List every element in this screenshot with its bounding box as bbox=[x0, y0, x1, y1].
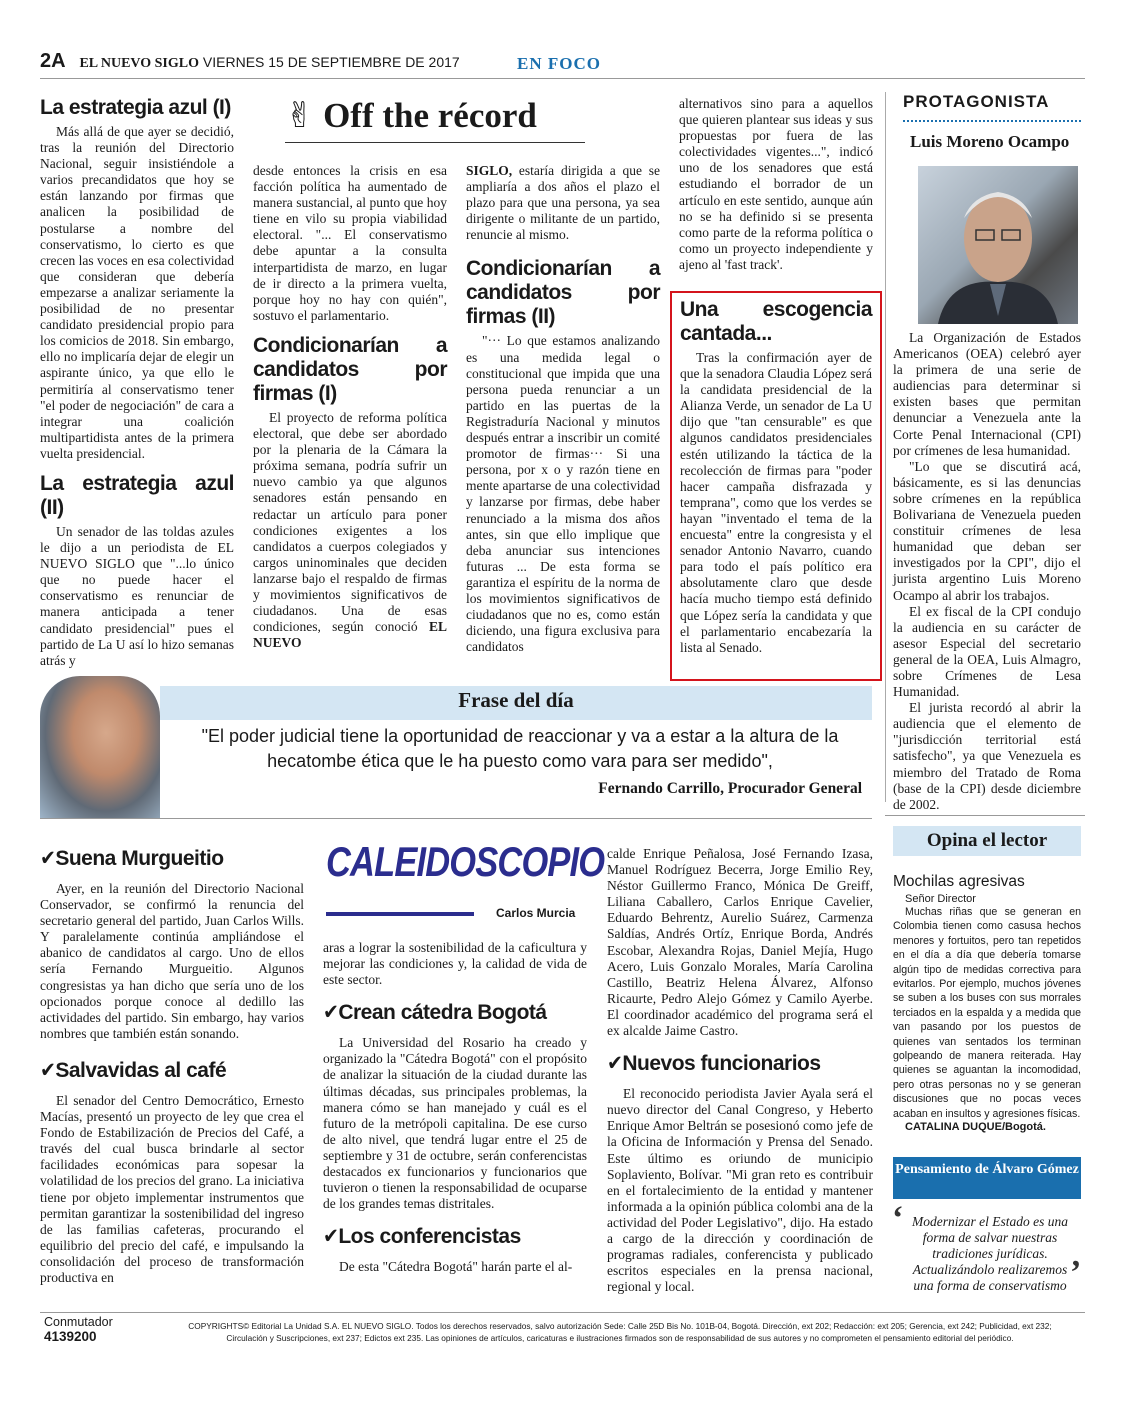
caleidoscopio-title: CALEIDOSCOPIO bbox=[326, 838, 605, 885]
caleidoscopio-column-1 bbox=[40, 846, 304, 1286]
check-mark-icon: ✔ bbox=[40, 846, 56, 870]
section-divider bbox=[885, 815, 1085, 816]
column-divider bbox=[885, 92, 886, 802]
section-name: EN FOCO bbox=[517, 54, 601, 73]
frase-author: Fernando Carrillo, Procurador General bbox=[598, 780, 862, 797]
caleidoscopio-bar bbox=[326, 912, 474, 916]
protagonista-article bbox=[893, 330, 1081, 813]
article-body: Más allá de que ayer se decidió, tras la reunión del Directorio Nacional, seguir insistiéndole a varios precandidatos que hoy se están lanzando por firmas que analicen la posibilidad de postularse a nombre del conservatismo, lo cierto es que crecen las voces en esa colectividad que consideran que debería empezarse a analizar seriamente la posibilidad de no presentar candidato presidencial propio para los comicios de 2018. Sin embargo, ello no implicaría dejar de elegir un aspirante único, ya que ello le permitiría al conservatismo tener "el poder de negociación" de cara a integrar una coalición multipartidista antes de la primera vuelta presidencial. bbox=[40, 124, 234, 461]
section-divider bbox=[40, 818, 872, 819]
article-body: El jurista recordó al abrir la audiencia que el elemento de "jurisdicción territorial está satisfecho", ya que Venezuela es miembro del Tratado de Roma (base de la CPI) desde diciembre de 2002. bbox=[893, 700, 1081, 812]
article-heading: ✔Suena Murgueitio bbox=[40, 846, 224, 870]
letter-salutation: Señor Director bbox=[905, 893, 976, 905]
article-heading: ✔Crean cátedra Bogotá bbox=[323, 1000, 547, 1025]
article-body: Tras la confirmación ayer de que la senadora Claudia López será la candidata presidencial de la Alianza Verde, un senador de La U dijo que "tan censurable" es que algunos candidatos presidenciales estén utilizando la táctica de la recolección de firmas para "poder hacer campaña disfrazada y temprana", como que los verdes se hayan "inventado el tema de la encuesta" entre la congresista y el senador Antonio Navarro, cuando para todo el país político era absolutamente claro que desde hacía mucho tiempo está definido que López sería la candidata y que el parlamentario encabezaría la lista al Senado. bbox=[680, 350, 872, 655]
footer-divider bbox=[40, 1312, 1085, 1313]
article-body: calde Enrique Peñalosa, José Fernando Izasa, Manuel Rodríguez Becerra, Jorge Emilio Rey, Néstor Guillermo Franco, Mónica De Greiff, Liliana Caballero, Carlos Enrique Cavelier, Eduardo Behrentz, Aurelio Suárez, Carmenza Saldías, Andrés Ortíz, Enrique Borda, Andrés Escobar, Alexandra Rojas, Daniel Mejía, Hugo Acero, Luis Gonzalo Morales, María Carolina Castillo, Beatriz Helena Álvarez, Alfonso Ricaurte, Pedro Alejo Gómez y Camilo Ayerbe. El coordinador académico del programa será el ex alcalde Jaime Castro. bbox=[607, 846, 873, 1039]
article-body: La Universidad del Rosario ha creado y organizado la "Cátedra Bogotá" con el propósito de analizar la situación de la ciudad durante las últimas décadas, sus principales problemas, la manera cómo se han manejado y cuál es el futuro de la metrópoli capitalina. De ese curso de alto nivel, que tendrá lugar entre el 25 de septiembre y 31 de octubre, serán conferencistas destacados ex funcionarios y funcionarios que tuvieron o tienen la responsabilidad de ocuparse de los grandes temas distritales. bbox=[323, 1035, 587, 1212]
newspaper-name: EL NUEVO SIGLO bbox=[79, 56, 200, 71]
letter-headline: Mochilas agresivas bbox=[893, 873, 1025, 890]
article-body: Un senador de las toldas azules le dijo a un periodista de EL NUEVO SIGLO que "...lo único que no puede hacer el conservatismo es renunciar de manera anticipada a tener candidato presidencial" pues el partido de La U así lo hizo semanas atrás y bbox=[40, 523, 234, 668]
article-heading: ✔Salvavidas al café bbox=[40, 1057, 227, 1082]
article-body: "··· Lo que estamos analizando es una medida legal o constitucional que impida que una persona pueda renunciar a un partido en las puertas de la Registraduría Nacional y minutos después entrar a inscribir un comité promotor de firmas··· Si una persona, por x o y razón tiene en mente apartarse de una colectividad y lanzarse por firmas, debe haber renunciado a la misma dos años antes, sin que ello implique que deba anunciar sus intenciones futuras ... De esta forma se garantiza el espíritu de la norma de los movimientos significativos de ciudadanos que no es, como están diciendo, una figura exclusiva para candidatos bbox=[466, 333, 660, 655]
protagonista-photo bbox=[918, 166, 1078, 324]
off-the-record-title: ✌ Off the récord bbox=[285, 96, 537, 136]
pensamiento-quote: Modernizar el Estado es una forma de salvar nuestras tradiciones jurídicas. Actualizándolo realizaremos una forma de conservatismo bbox=[912, 1214, 1068, 1293]
check-mark-icon: ✔ bbox=[323, 1000, 339, 1025]
open-quote-icon: ‘ bbox=[892, 1200, 904, 1237]
caleidoscopio-author: Carlos Murcia bbox=[496, 906, 576, 920]
check-mark-icon: ✔ bbox=[323, 1224, 339, 1249]
close-quote-icon: ’ bbox=[1070, 1254, 1082, 1291]
protagonista-title: PROTAGONISTA bbox=[903, 92, 1050, 111]
pensamiento-title: Pensamiento de Álvaro Gómez bbox=[895, 1162, 1079, 1177]
article-body: El proyecto de reforma política electoral, que debe ser abordado por la plenaria de la Cámara la próxima semana, podría sufrir un nuevo cambio ya que algunos senadores están pensando en redactar un artículo para poner condiciones exigentes a los candidatos a cuerpos colegiados y cargos uninominales que deciden lanzarse bajo el respaldo de firmas y movimientos significativos de ciudadanos. Una de esas condiciones, según conoció EL NUEVO bbox=[253, 409, 447, 651]
issue-date: VIERNES 15 DE SEPTIEMBRE DE 2017 bbox=[202, 54, 460, 70]
otr-column-3 bbox=[466, 163, 660, 655]
caleidoscopio-column-3 bbox=[607, 846, 873, 1295]
article-body: De esta "Cátedra Bogotá" harán parte el al- bbox=[339, 1259, 573, 1275]
frase-author-photo bbox=[40, 676, 160, 818]
frase-quote: "El poder judicial tiene la oportunidad de reaccionar y va a estar a la altura de la hecatombe ética que le ha puesto como vara para ser medido", bbox=[201, 726, 839, 771]
frase-title: Frase del día bbox=[458, 688, 574, 712]
letter-body: Muchas riñas que se generan en Colombia tienen como casusa hechos menores y fortuitos, pero tan repetidos en el día a día que debería tomarse algún tipo de medidas correctiva para evitarlos. Por ejemplo, muchos jóvenes se suben a los buses con sus morrales terciados en la espalda y a medida que van pasando por los puestos de quienes van sentados los terminan golpeando de manera reiterada. Hay quienes se aguantan la incomodidad, pero otras personas no y se generan discusiones que no pocas veces acaban en insultos y agresiones físicas. bbox=[893, 906, 1081, 1120]
article-heading: Condicionarían a candidatos por firmas (II) bbox=[466, 257, 660, 329]
article-body: desde entonces la crisis en esa facción política ha aumentado de manera sustancial, al punto que hoy tiene en vilo su propia viabilidad electoral. "... El conservatismo debe apuntar a la consulta interpartidista de marzo, en lugar de ir directo a la primera vuelta, porque hoy no hay con quién", sostuvo el parlamentario. bbox=[253, 163, 447, 323]
article-body: alternativos sino para a aquellos que quieren plantear sus ideas y sus propuestas por fuera de las colectividades vigentes...", indicó uno de los senadores que está estudiando el borrador de un artículo en este sentido, aunque aún no se ha definido si se presenta como parte de la reforma política o como un proyecto independiente y ajeno al 'fast track'. bbox=[679, 96, 873, 272]
title-underline bbox=[285, 142, 585, 143]
article-heading: La estrategia azul (I) bbox=[40, 96, 231, 119]
article-body: El senador del Centro Democrático, Ernesto Macías, presentó un proyecto de ley que crea el Fondo de Estabilización de Precios del Café, a través del cual busca brindarle al sector facilidades económicas para sopesar la volatilidad de los precios del grano. La iniciativa tiene por objeto implementar instrumentos que permitan garantizar la sostenibilidad del ingreso de las familias cafeteras, procurando el equilibrio del precio del café, e impulsando la consolidación del proceso de transformación productiva en bbox=[40, 1092, 304, 1285]
article-body: Ayer, en la reunión del Directorio Nacional Conservador, se confirmó la renuncia del secretario general del partido, Juan Carlos Wills. Y paralelamente continúa ampliándose el abanico de candidatos al cargo. Uno de ellos sería Fernando Murgueitio. Algunos congresistas ya han dicho que sería uno de los opcionados porque conoce al dedillo las actividades del partido. Sin embargo, hay varios nombres que también están sonando. bbox=[40, 881, 304, 1041]
page-header bbox=[40, 50, 460, 73]
article-heading: La estrategia azul (II) bbox=[40, 471, 234, 519]
article-body: "Lo que se discutirá acá, básicamente, es si las denuncias sobre crímenes en la república Bolivariana de Venezuela pueden constituir crímenes de lesa humanidad que deban ser investigados por la CPI", dijo el jurista argentino Luis Moreno Ocampo al abrir los trabajos. bbox=[893, 458, 1081, 603]
conmutador: Conmutador 4139200 bbox=[44, 1315, 113, 1344]
otr-column-4 bbox=[679, 96, 873, 273]
article-body: El reconocido periodista Javier Ayala será el nuevo director del Canal Congreso, y Heberto Enrique Amor Beltrán se posesionó como jefe de la Oficina de Información y Prensa del Senado. Este último es oriundo de municipio Soplaviento, Bolívar. "Mi gran reto es contribuir en el fortalecimiento de la entidad y mantener informada a la opinión pública colombi ana de la actividad del Poder Legislativo", dijo. Ha estado a cargo de la dirección y coordinación de programas radiales, conferencista y publicado escritos especiales en la prensa nacional, regional y local. bbox=[607, 1086, 873, 1295]
article-body: El ex fiscal de la CPI condujo la audiencia en su carácter de asesor Especial del secretario general de la OEA, Luis Almagro, sobre Crímenes de Lesa Humanidad. bbox=[893, 603, 1081, 700]
copyright: COPYRIGHTS© Editorial La Unidad S.A. EL NUEVO SIGLO. Todos los derechos reservados, salvo autorización Sede: Calle 25D Bis No. 101B-04, Bogotá. Dirección, ext 202; Redacción: ext 205; Gerencia, ext 242; Publicidad, ext 232; Circulación y Suscripciones, ext 237; Edictos ext 235. Las opiniones de artículos, caricaturas e ilustraciones firmados son de responsabilidad de sus autores y no comprometen el pensamiento editorial del periódico. bbox=[188, 1321, 1052, 1343]
article-heading: ✔Nuevos funcionarios bbox=[607, 1051, 821, 1076]
check-mark-icon: ✔ bbox=[607, 1051, 623, 1076]
article-body: SIGLO, estaría dirigida a que se ampliaría a dos años el plazo el plazo para que una persona, ya sea dirigente o militante de un partido, renuncie al mismo. bbox=[466, 163, 660, 243]
opina-title: Opina el lector bbox=[926, 830, 1048, 851]
check-mark-icon: ✔ bbox=[40, 1057, 56, 1082]
dotted-divider bbox=[903, 120, 1081, 122]
otr-column-1 bbox=[40, 96, 234, 669]
victory-hand-icon: ✌ bbox=[285, 96, 315, 136]
article-body: La Organización de Estados Americanos (OEA) celebró ayer la primera de una serie de audiencias para determinar si existen bases que permitan denunciar a Venezuela ante la Corte Penal Internacional (CPI) por crímenes de lesa humanidad. bbox=[893, 330, 1081, 458]
otr-highlight-article bbox=[680, 298, 872, 656]
otr-column-2 bbox=[253, 163, 447, 651]
article-body: aras a lograr la sostenibilidad de la caficultura y mejorar las condiciones y, la calidad de vida de este sector. bbox=[323, 940, 587, 988]
letter bbox=[893, 873, 1081, 1133]
header-divider bbox=[40, 78, 1085, 79]
page-number: 2A bbox=[40, 50, 66, 72]
article-heading: Una escogencia cantada... bbox=[680, 298, 872, 345]
article-heading: Condicionarían a candidatos por firmas (I) bbox=[253, 333, 447, 405]
article-heading: ✔Los conferencistas bbox=[323, 1224, 521, 1249]
caleidoscopio-column-2 bbox=[323, 940, 587, 1275]
protagonista-name: Luis Moreno Ocampo bbox=[910, 132, 1070, 151]
letter-signature: CATALINA DUQUE/Bogotá. bbox=[905, 1121, 1046, 1134]
